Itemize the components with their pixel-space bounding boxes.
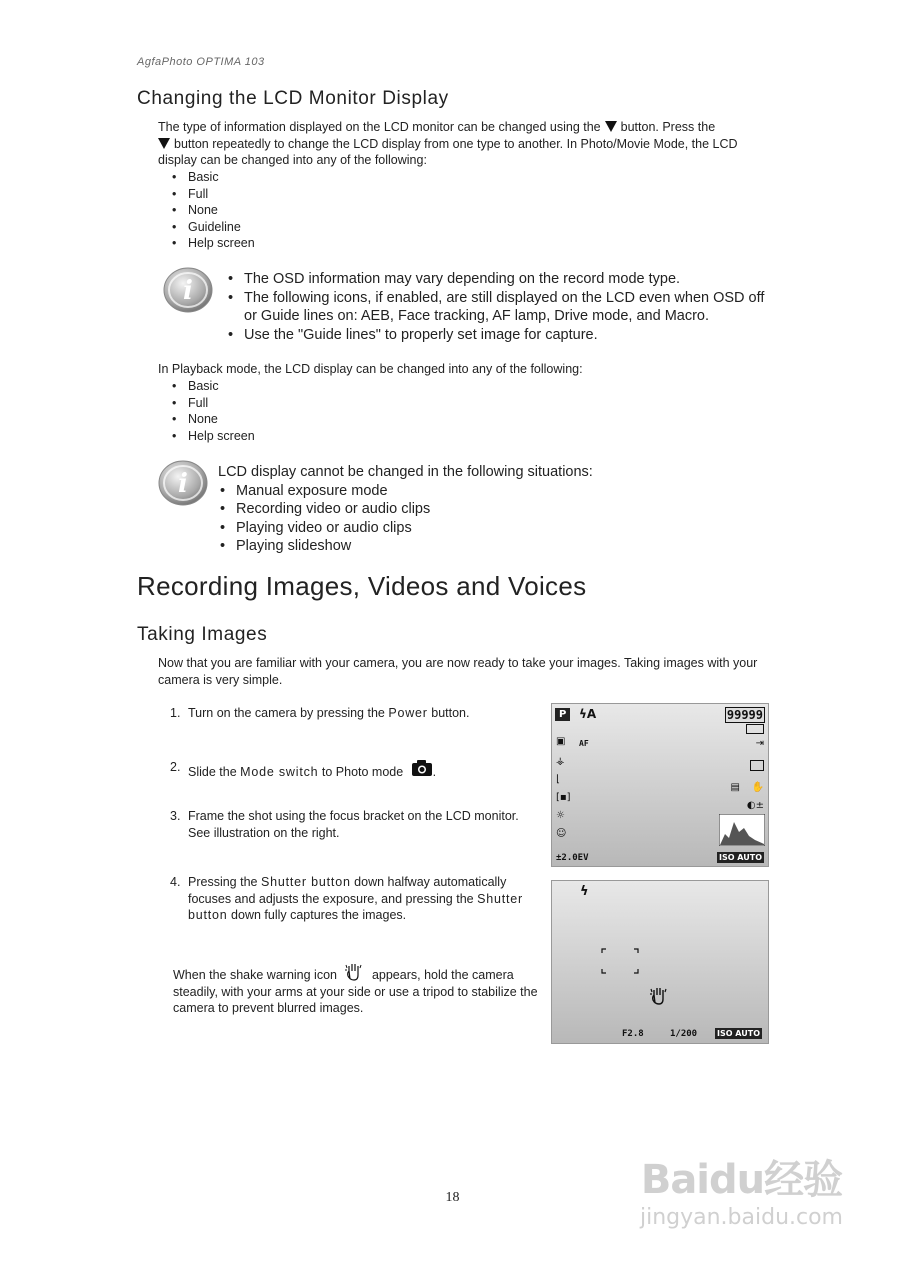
flash-icon: ϟ bbox=[580, 884, 589, 899]
list-item: • None bbox=[170, 202, 255, 219]
flash-auto-icon: ϟA bbox=[579, 707, 597, 721]
focus-bracket bbox=[600, 947, 640, 975]
step-text: Pressing the bbox=[188, 875, 261, 889]
step-number: 1. bbox=[170, 706, 181, 720]
quality-icon: ⚶ bbox=[556, 756, 565, 767]
face-tracking-icon: ☺ bbox=[556, 828, 567, 839]
info-note-icon bbox=[162, 266, 214, 314]
list-item: • Playing video or audio clips bbox=[218, 519, 763, 538]
step-emphasis: Mode switch bbox=[240, 765, 319, 779]
af-mode: AF bbox=[579, 739, 589, 748]
list-item: • Help screen bbox=[170, 235, 255, 252]
step-1 bbox=[170, 705, 540, 722]
focus-area-icon: [▪] bbox=[556, 792, 571, 803]
step-text: down fully captures the images. bbox=[227, 908, 407, 922]
step-text: button. bbox=[427, 706, 470, 720]
camera-icon bbox=[411, 759, 433, 777]
watermark-brand: Baidu经验 bbox=[640, 1157, 843, 1203]
step-4 bbox=[170, 874, 542, 924]
lcd-intro-part2: button. Press the bbox=[620, 120, 716, 134]
shake-warning-text bbox=[173, 961, 540, 1017]
list-item: • The OSD information may vary depending on the record mode type. bbox=[226, 270, 771, 289]
taking-intro: Now that you are familiar with your camera, you are now ready to take your images. Taking images with your camera is very simple. bbox=[158, 656, 758, 687]
list-item: • Full bbox=[170, 186, 255, 203]
playback-intro: In Playback mode, the LCD display can be changed into any of the following: bbox=[158, 362, 583, 376]
note-lcd-restrictions bbox=[218, 463, 763, 556]
playback-mode-list bbox=[170, 378, 255, 444]
lcd-shake-illustration bbox=[551, 880, 769, 1044]
shake-text: When the shake warning icon bbox=[173, 968, 337, 982]
step-text: Turn on the camera by pressing the bbox=[188, 706, 389, 720]
aperture-value: F2.8 bbox=[622, 1029, 644, 1039]
step-emphasis: Shutter button bbox=[188, 891, 523, 922]
list-item: • The following icons, if enabled, are still displayed on the LCD even when OSD off or Guide lines on: AEB, Face tracking, AF lamp, Drive mode, and Macro. bbox=[226, 289, 771, 326]
page-number: 18 bbox=[445, 1190, 460, 1205]
step-text: down halfway automatically focuses and adjusts the exposure, and pressing the bbox=[188, 875, 507, 906]
iso-value: ISO AUTO bbox=[716, 1029, 760, 1038]
running-header: AgfaPhoto OPTIMA 103 bbox=[137, 56, 265, 68]
metering-icon: ⌊ bbox=[556, 774, 560, 785]
step-3 bbox=[170, 808, 540, 841]
shake-warning-icon bbox=[648, 985, 670, 1005]
stabilizer-icon: ✋ bbox=[751, 782, 764, 793]
section-title-taking: Taking Images bbox=[137, 624, 268, 645]
list-item: • Guideline bbox=[170, 219, 255, 236]
step-number: 4. bbox=[170, 875, 181, 889]
step-text: Slide the bbox=[188, 765, 241, 779]
note-osd bbox=[226, 270, 771, 344]
histogram bbox=[719, 814, 765, 846]
step-number: 2. bbox=[170, 760, 181, 774]
drive-mode-icon: ▤ bbox=[730, 782, 740, 793]
lcd-intro-part3: button repeatedly to change the LCD display from one type to another. In Photo/Movie Mode, the LCD display can be changed into any of the following: bbox=[158, 136, 738, 167]
lcd-intro bbox=[158, 119, 770, 169]
list-item: • Full bbox=[170, 395, 255, 412]
step-emphasis: Shutter button bbox=[260, 875, 351, 889]
down-arrow-icon bbox=[605, 121, 617, 132]
watermark-url: jingyan.baidu.com bbox=[639, 1205, 843, 1230]
list-item: • Playing slideshow bbox=[218, 537, 763, 556]
chapter-title: Recording Images, Videos and Voices bbox=[137, 571, 587, 601]
svg-text:i: i bbox=[183, 276, 193, 306]
shutter-speed-value: 1/200 bbox=[670, 1029, 698, 1039]
list-item: • Basic bbox=[170, 378, 255, 395]
svg-text:i: i bbox=[178, 469, 188, 499]
resolution-icon: ▣ bbox=[556, 736, 566, 747]
step-emphasis: Power bbox=[388, 706, 428, 720]
battery-icon bbox=[746, 724, 764, 734]
program-mode-icon: P bbox=[555, 708, 570, 721]
storage-icon: ⇥ bbox=[755, 738, 764, 749]
card-icon bbox=[750, 760, 764, 771]
ev-value: ±2.0EV bbox=[556, 853, 589, 863]
photo-mode-list bbox=[170, 169, 255, 252]
step-text: to Photo mode bbox=[318, 765, 404, 779]
lcd-intro-part1: The type of information displayed on the LCD monitor can be changed using the bbox=[158, 120, 601, 134]
list-item: • Basic bbox=[170, 169, 255, 186]
watermark bbox=[640, 1148, 843, 1230]
white-balance-icon: ☼ bbox=[556, 810, 565, 821]
iso-value: ISO AUTO bbox=[718, 853, 762, 862]
step-text: Frame the shot using the focus bracket on the LCD monitor. See illustration on the right. bbox=[188, 809, 519, 840]
step-number: 3. bbox=[170, 809, 181, 823]
list-item: • None bbox=[170, 411, 255, 428]
list-item: • Manual exposure mode bbox=[218, 482, 763, 501]
step-text: . bbox=[432, 765, 437, 779]
lcd-full-display-illustration bbox=[551, 703, 769, 867]
shots-remaining: 99999 bbox=[726, 708, 763, 722]
list-item: • Help screen bbox=[170, 428, 255, 445]
shake-text: appears, hold the camera steadily, with your arms at your side or use a tripod to stabilize the camera to prevent blurred images. bbox=[173, 968, 538, 1015]
info-note-icon bbox=[157, 459, 209, 507]
step-2 bbox=[170, 759, 540, 781]
shake-warning-icon bbox=[344, 961, 364, 981]
down-arrow-icon bbox=[158, 138, 170, 149]
section-title-lcd: Changing the LCD Monitor Display bbox=[137, 88, 449, 109]
list-item: • Use the "Guide lines" to properly set image for capture. bbox=[226, 326, 771, 345]
note-heading: LCD display cannot be changed in the following situations: bbox=[218, 464, 593, 480]
sharpness-icon: ◐± bbox=[746, 800, 764, 811]
list-item: • Recording video or audio clips bbox=[218, 500, 763, 519]
